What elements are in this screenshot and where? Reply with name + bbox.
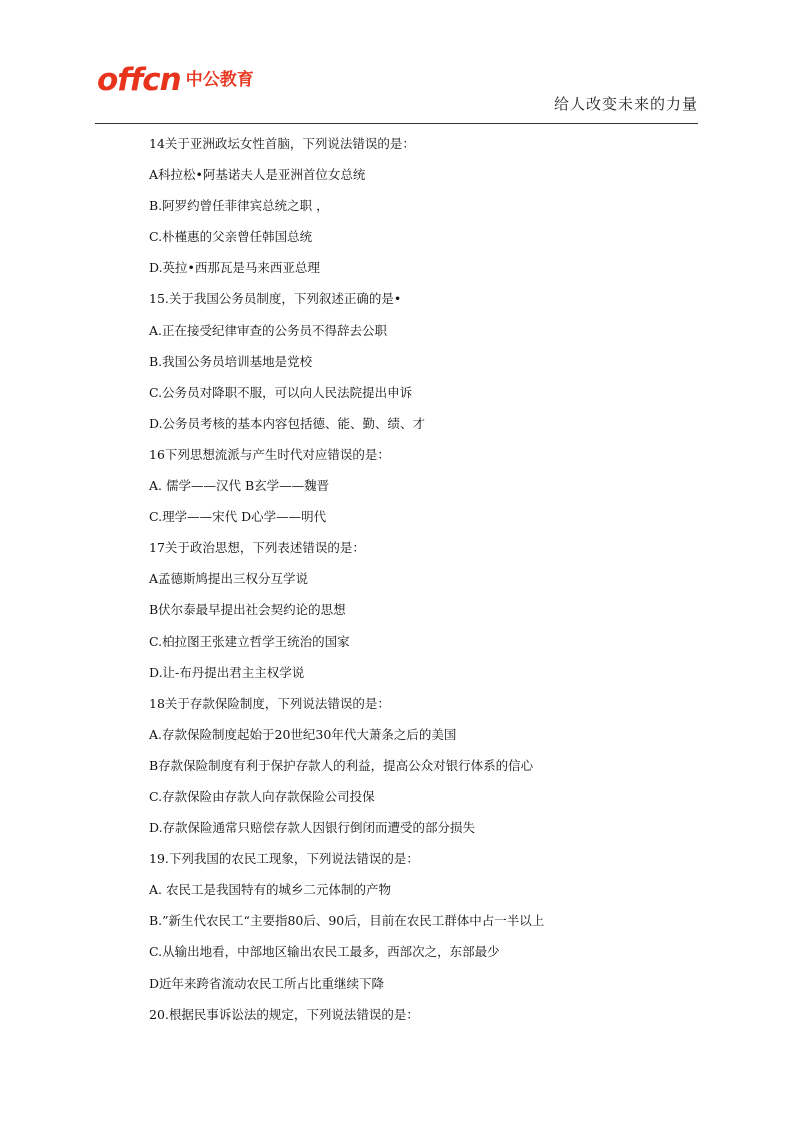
question-17-option-d: D.让-布丹提出君主主权学说 [149,664,305,680]
question-19-option-c: C.从输出地看，中部地区输出农民工最多，西部次之，东部最少 [149,944,500,960]
question-19-stem: 19.下列我国的农民工现象，下列说法错误的是： [149,851,419,867]
offcn-logo [97,60,254,100]
question-15-option-a: A.正在接受纪律审查的公务员不得辞去公职 [149,322,388,338]
question-18-option-b: B存款保险制度有利于保护存款人的利益，提高公众对银行体系的信心 [149,757,534,773]
question-17-option-a: A孟德斯鸠提出三权分互学说 [149,571,309,587]
question-14-stem: 14关于亚洲政坛女性首脑，下列说法错误的是： [149,136,415,151]
question-15-option-d: D.公务员考核的基本内容包括德、能、勤、绩、才 [149,415,426,431]
question-19-option-b: B.”新生代农民工“主要指80后、90后，目前在农民工群体中占一半以上 [149,913,545,929]
question-14-option-d: D.英拉•西那瓦是马来西亚总理 [149,260,320,276]
question-19-option-d: D近年来跨省流动农民工所占比重继续下降 [149,975,385,991]
question-15-option-b: B.我国公务员培训基地是党校 [149,353,313,369]
question-18-stem: 18关于存款保险制度，下列说法错误的是： [149,695,390,711]
question-19-option-a: A. 农民工是我国特有的城乡二元体制的产物 [149,882,391,898]
logo-chinese-name: 中公教育 [185,69,254,90]
question-17-stem: 17关于政治思想，下列表述错误的是： [149,540,365,556]
logo-wordmark: offcn [97,61,181,98]
question-14-option-a: A科拉松•阿基诺夫人是亚洲首位女总统 [149,167,366,183]
question-20-stem: 20.根据民事诉讼法的规定，下列说法错误的是： [149,1006,419,1022]
question-18-option-d: D.存款保险通常只赔偿存款人因银行倒闭而遭受的部分损失 [149,820,476,836]
question-14-option-c: C.朴槿惠的父亲曾任韩国总统 [149,229,313,245]
question-16-stem: 16下列思想流派与产生时代对应错误的是： [149,446,390,462]
header-divider [95,123,698,124]
question-15-stem: 15.关于我国公务员制度，下列叙述正确的是• [149,291,402,307]
question-17-option-c: C.柏拉图王张建立哲学王统治的国家 [149,633,350,649]
header-slogan: 给人改变未来的力量 [553,95,698,113]
question-18-option-a: A.存款保险制度起始于20世纪30年代大萧条之后的美国 [149,726,457,742]
question-list [149,128,709,1030]
question-14-option-b: B.阿罗约曾任菲律宾总统之职 ， [149,198,329,214]
question-18-option-c: C.存款保险由存款人向存款保险公司投保 [149,788,375,804]
question-16-options-cd: C.理学——宋代 D心学——明代 [149,509,327,525]
question-16-options-ab: A. 儒学——汉代 B玄学——魏晋 [149,478,330,494]
question-17-option-b: B伏尔泰最早提出社会契约论的思想 [149,602,346,618]
question-15-option-c: C.公务员对降职不服，可以向人民法院提出申诉 [149,384,413,400]
